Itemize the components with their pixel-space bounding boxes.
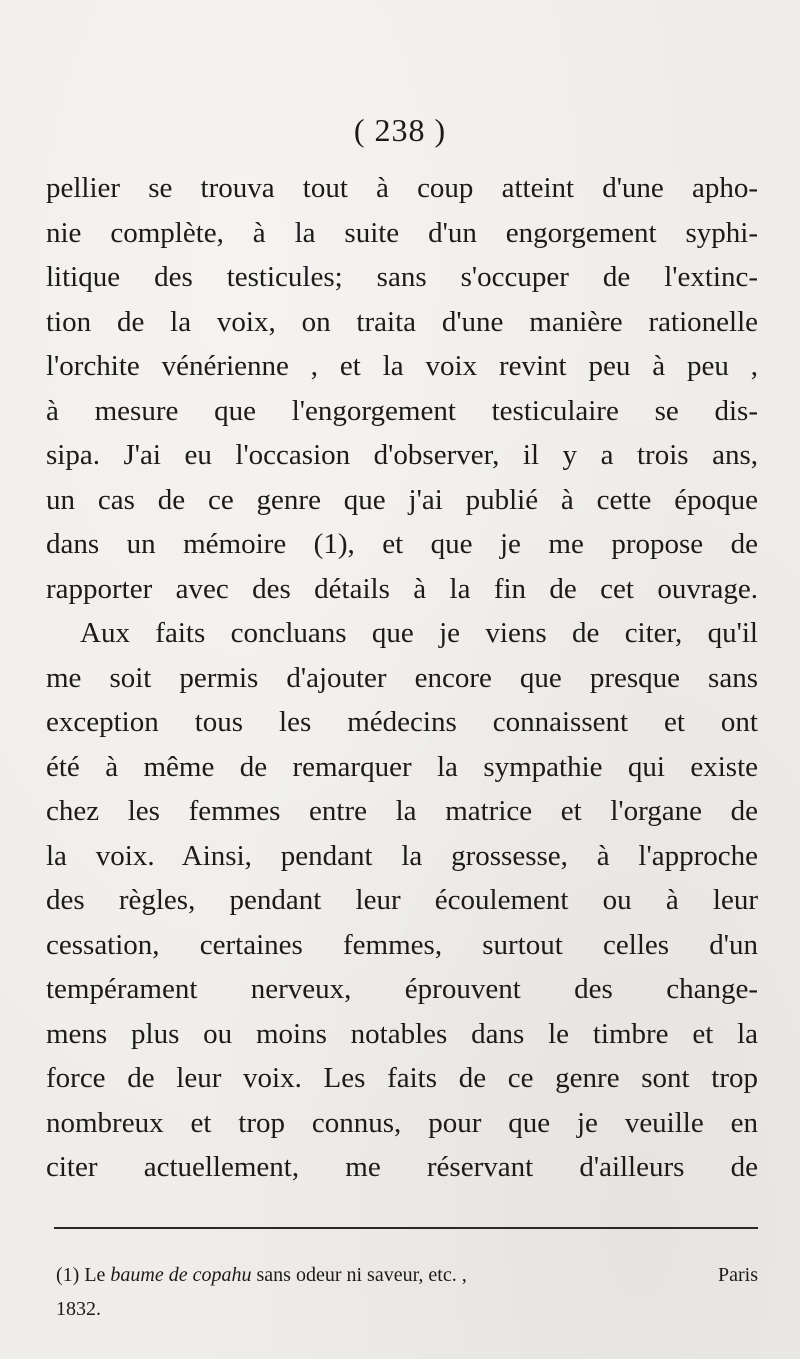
footnote-year: 1832.: [56, 1298, 101, 1320]
footnote-marker: (1): [56, 1264, 80, 1286]
footnote-text-pre: Le: [84, 1264, 106, 1286]
text-line: nie complète, à la suite d'un engorgement syphi-: [46, 216, 758, 249]
footnote-main: [56, 1258, 467, 1292]
text-line: mens plus ou moins notables dans le timbre et la: [46, 1017, 758, 1050]
footnote-text-post: sans odeur ni saveur, etc. ,: [256, 1264, 467, 1286]
text-line: tempérament nerveux, éprouvent des change-: [46, 973, 758, 1005]
text-line: cessation, certaines femmes, surtout celles d'un: [46, 928, 758, 961]
text-line: chez les femmes entre la matrice et l'organe de: [46, 795, 758, 827]
text-line: été à même de remarquer la sympathie qui existe: [46, 750, 758, 783]
text-line: litique des testicules; sans s'occuper de l'extinc-: [46, 261, 758, 293]
text-line: me soit permis d'ajouter encore que presque sans: [46, 661, 758, 694]
text-line: force de leur voix. Les faits de ce genre sont trop: [46, 1062, 758, 1094]
footnote-city: Paris: [718, 1264, 758, 1286]
text-line: la voix. Ainsi, pendant la grossesse, à l'approche: [46, 839, 758, 872]
text-line: nombreux et trop connus, pour que je veuille en: [46, 1106, 758, 1139]
page-number: ( 238 ): [353, 112, 447, 148]
footnote-divider: [54, 1227, 758, 1229]
footnote-italic-title: baume de copahu: [110, 1264, 252, 1286]
text-line: dans un mémoire (1), et que je me propose de: [46, 528, 758, 560]
text-line: un cas de ce genre que j'ai publié à cette époque: [46, 483, 758, 516]
text-line: des règles, pendant leur écoulement ou à leur: [46, 884, 758, 916]
text-line: pellier se trouva tout à coup atteint d'une apho-: [46, 172, 758, 204]
text-line: sipa. J'ai eu l'occasion d'observer, il y a trois ans,: [46, 439, 758, 471]
footnote-line: [56, 1258, 758, 1292]
text-line: à mesure que l'engorgement testiculaire se dis-: [46, 394, 758, 427]
text-line: rapporter avec des détails à la fin de cet ouvrage.: [46, 572, 758, 605]
body-text: [46, 166, 758, 1190]
text-line: l'orchite vénérienne , et la voix revint peu à peu ,: [46, 350, 758, 382]
paragraph-start-line: Aux faits concluans que je viens de citer, qu'il: [80, 617, 758, 649]
text-line: tion de la voix, on traita d'une manière rationelle: [46, 305, 758, 338]
footnote: [56, 1258, 758, 1326]
text-line: citer actuellement, me réservant d'ailleurs de: [46, 1151, 758, 1183]
text-line: exception tous les médecins connaissent et ont: [46, 706, 758, 738]
